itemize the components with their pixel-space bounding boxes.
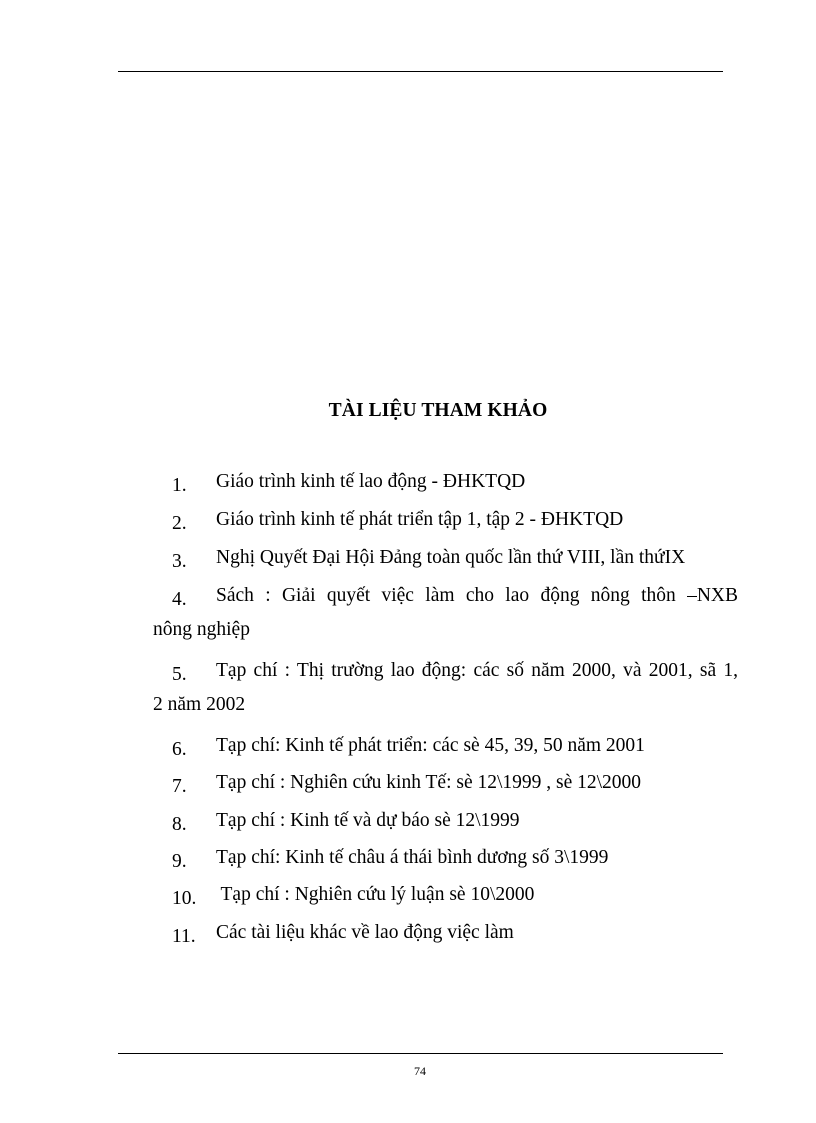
reference-number: 3. — [172, 551, 187, 572]
reference-number: 6. — [172, 739, 187, 760]
reference-number: 9. — [172, 851, 187, 872]
reference-number: 11. — [172, 926, 196, 947]
page-number: 74 — [414, 1064, 426, 1078]
reference-number: 7. — [172, 776, 187, 797]
reference-number: 8. — [172, 814, 187, 835]
reference-text: Tạp chí : Kinh tế và dự báo sè 12\1999 — [216, 810, 520, 831]
reference-text: Tạp chí : Nghiên cứu lý luận sè 10\2000 — [216, 884, 535, 905]
footer-rule — [118, 1053, 723, 1054]
reference-number: 2. — [172, 513, 187, 534]
reference-text: Tạp chí : Nghiên cứu kinh Tế: sè 12\1999 , sè 12\2000 — [216, 772, 642, 793]
reference-text: Sách : Giải quyết việc làm cho lao động nông thôn –NXB — [216, 585, 738, 606]
reference-continuation: 2 năm 2002 — [153, 694, 246, 715]
reference-continuation: nông nghiệp — [153, 619, 250, 640]
page-title: TÀI LIỆU THAM KHẢO — [328, 400, 548, 421]
reference-number: 5. — [172, 664, 187, 685]
reference-number: 1. — [172, 475, 187, 496]
reference-text: Các tài liệu khác về lao động việc làm — [216, 922, 514, 943]
reference-text: Nghị Quyết Đại Hội Đảng toàn quốc lần thứ VIII, lần thứIX — [216, 547, 686, 568]
reference-text: Giáo trình kinh tế lao động - ĐHKTQD — [216, 471, 526, 492]
reference-number: 4. — [172, 589, 187, 610]
reference-text: Tạp chí: Kinh tế phát triển: các sè 45, 39, 50 năm 2001 — [216, 735, 645, 756]
reference-text: Tạp chí : Thị trường lao động: các số năm 2000, và 2001, sã 1, — [216, 660, 738, 681]
reference-text: Giáo trình kinh tế phát triển tập 1, tập 2 - ĐHKTQD — [216, 509, 624, 530]
reference-number: 10. — [172, 888, 197, 909]
reference-text: Tạp chí: Kinh tế châu á thái bình dương số 3\1999 — [216, 847, 609, 868]
